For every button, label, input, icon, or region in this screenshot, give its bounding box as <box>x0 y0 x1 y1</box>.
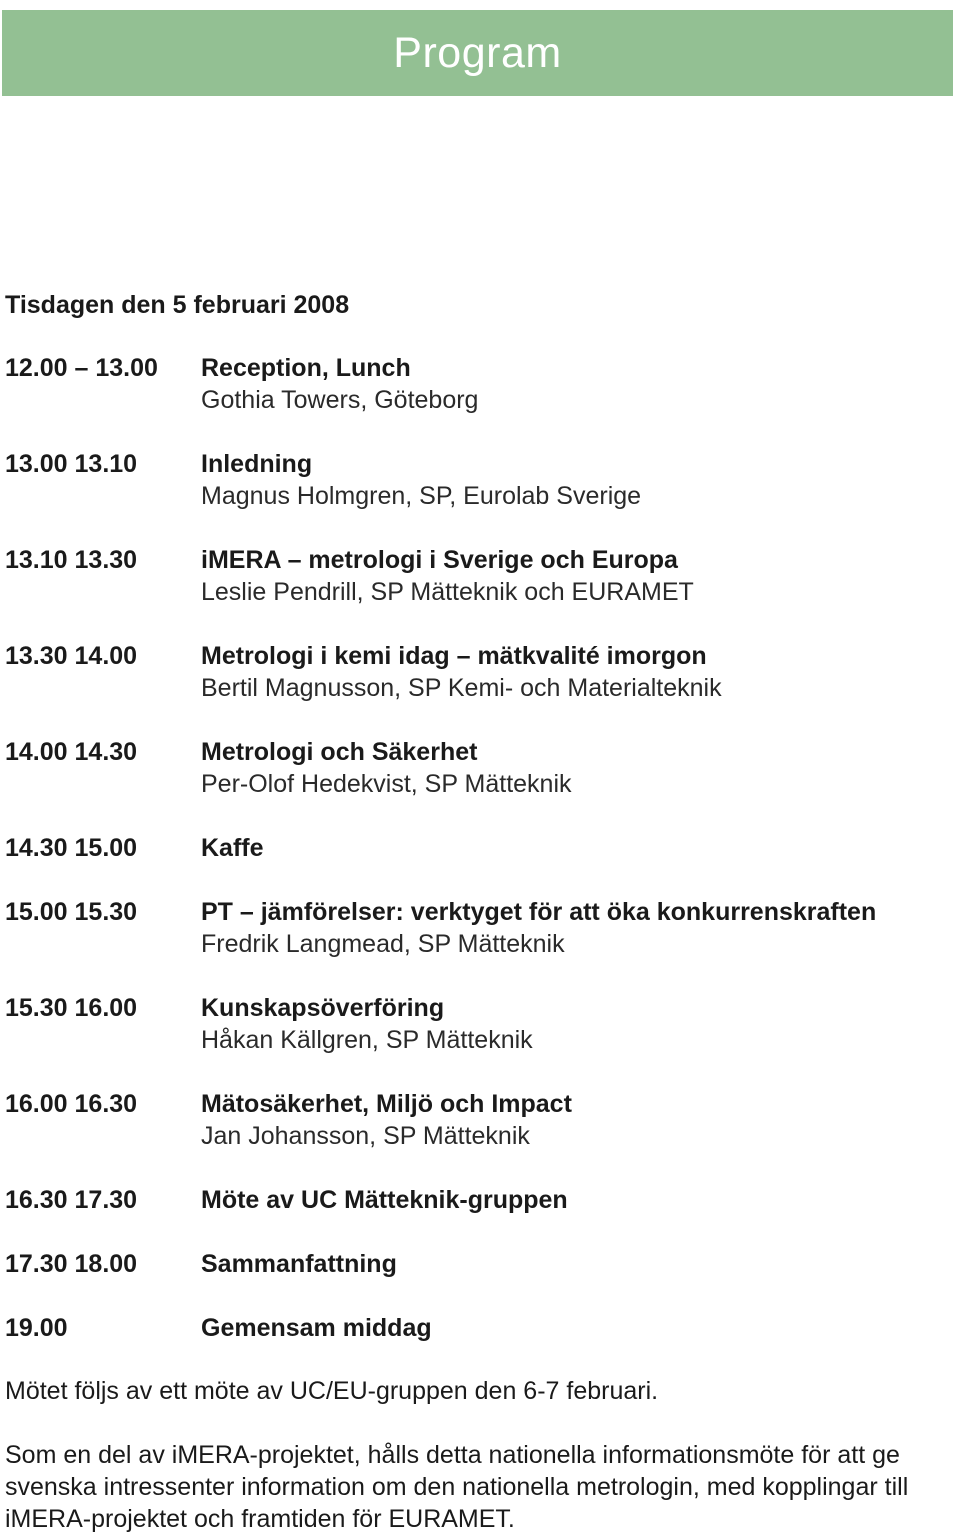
schedule-time: 15.00 15.30 <box>5 898 138 926</box>
program-banner <box>2 10 953 96</box>
schedule-time: 13.10 13.30 <box>5 546 138 574</box>
schedule-time: 13.00 13.10 <box>5 450 138 478</box>
schedule-title: Kunskapsöverföring <box>201 994 445 1022</box>
schedule-title: iMERA – metrologi i Sverige och Europa <box>201 546 678 574</box>
schedule-speaker: Fredrik Langmead, SP Mätteknik <box>201 930 565 958</box>
schedule-title: Reception, Lunch <box>201 354 411 382</box>
date-heading: Tisdagen den 5 februari 2008 <box>5 291 350 319</box>
schedule-time: 14.00 14.30 <box>5 738 138 766</box>
schedule-time: 13.30 14.00 <box>5 642 138 670</box>
schedule-speaker: Gothia Towers, Göteborg <box>201 386 479 414</box>
schedule-speaker: Leslie Pendrill, SP Mätteknik och EURAMET <box>201 578 694 606</box>
schedule-title: Metrologi i kemi idag – mätkvalité imorgon <box>201 642 707 670</box>
schedule-title: Sammanfattning <box>201 1250 397 1278</box>
schedule-speaker: Jan Johansson, SP Mätteknik <box>201 1122 530 1150</box>
schedule-time: 16.00 16.30 <box>5 1090 138 1118</box>
schedule-time: 16.30 17.30 <box>5 1186 138 1214</box>
schedule-title: Inledning <box>201 450 313 478</box>
schedule-title: Kaffe <box>201 834 264 862</box>
schedule-time: 15.30 16.00 <box>5 994 138 1022</box>
schedule-speaker: Håkan Källgren, SP Mätteknik <box>201 1026 533 1054</box>
schedule-time: 12.00 – 13.00 <box>5 354 158 382</box>
schedule-title: Mätosäkerhet, Miljö och Impact <box>201 1090 572 1118</box>
schedule-speaker: Bertil Magnusson, SP Kemi- och Materialteknik <box>201 674 722 702</box>
followup-note: Mötet följs av ett möte av UC/EU-gruppen den 6-7 februari. <box>5 1377 659 1405</box>
schedule-title: Gemensam middag <box>201 1314 432 1342</box>
schedule-title: Möte av UC Mätteknik-gruppen <box>201 1186 568 1214</box>
schedule-speaker: Magnus Holmgren, SP, Eurolab Sverige <box>201 482 642 510</box>
schedule-title: PT – jämförelser: verktyget för att öka konkurrenskraften <box>201 898 877 926</box>
info-paragraph: Som en del av iMERA-projektet, hålls detta nationella informationsmöte för att ge svenska intressenter information om den nationella metrologin, med kopplingar till iMERA-projektet och framtiden för EURAMET. <box>5 1441 909 1533</box>
page-title: Program <box>393 28 562 77</box>
schedule-time: 17.30 18.00 <box>5 1250 138 1278</box>
schedule-time: 14.30 15.00 <box>5 834 138 862</box>
schedule-time: 19.00 <box>5 1314 68 1342</box>
schedule-title: Metrologi och Säkerhet <box>201 738 478 766</box>
schedule-speaker: Per-Olof Hedekvist, SP Mätteknik <box>201 770 572 798</box>
